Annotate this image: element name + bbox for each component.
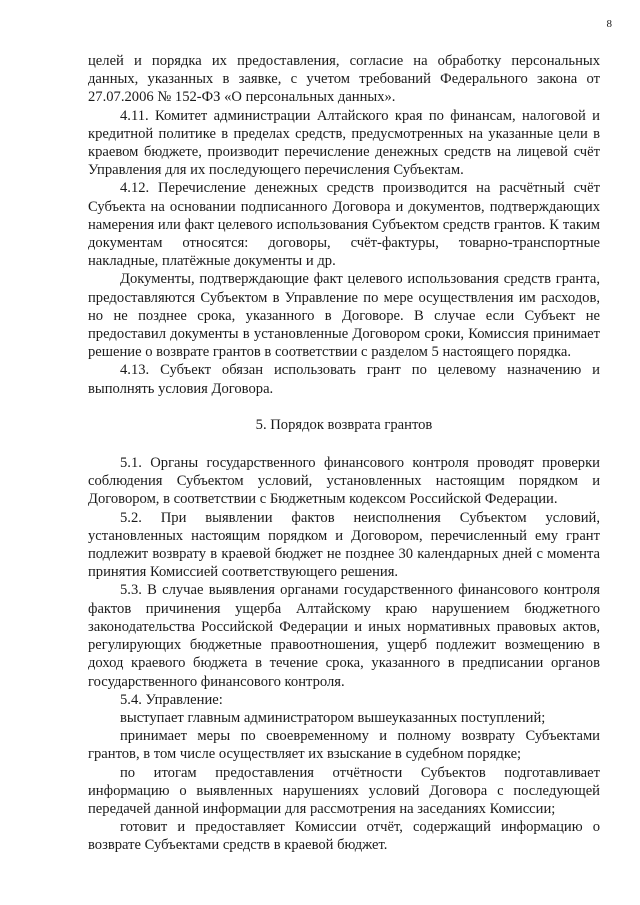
paragraph-5-2: 5.2. При выявлении фактов неисполнения Субъектом условий, установленных настоящим порядком и Договором, перечисленный ему грант подлежит возврату в краевой бюджет не позднее 30 календарных дней с момента принятия Комиссией соответствующего решения. (88, 509, 600, 581)
paragraph-5-4: 5.4. Управление: (120, 691, 223, 708)
list-item: по итогам предоставления отчётности Субъектов подготавливает информацию о выявленных нарушениях условий Договора с последующей передачей данной информации для рассмотрения на заседаниях Комиссии; (88, 764, 600, 817)
paragraph-5-3: 5.3. В случае выявления органами государственного финансового контроля фактов причинения ущерба Алтайскому краю нарушением бюджетного законодательства Российской Федерации и иных нормативных правовых актов, регулирующих бюджетные правоотношения, ущерб подлежит возмещению в доход краевого бюджета в течение срока, указанного в предписании органов государственного финансового контроля. (88, 582, 600, 690)
paragraph-4-13: 4.13. Субъект обязан использовать грант по целевому назначению и выполнять условия Договора. (88, 362, 600, 397)
page-number: 8 (606, 18, 612, 30)
document-body (88, 52, 600, 855)
paragraph-4-11: 4.11. Комитет администрации Алтайского края по финансам, налоговой и кредитной политике в пределах средств, предусмотренных на указанные цели в краевом бюджете, производит перечисление денежных средств на лицевой счёт Управления для их последующего перечисления Субъектам. (88, 107, 600, 179)
paragraph-4-12: 4.12. Перечисление денежных средств производится на расчётный счёт Субъекта на основании подписанного Договора и документов, подтверждающих намерения или факт целевого использования Субъектом средств грантов. К таким документам относятся: договоры, счёт-фактуры, товарно-транспортные накладные, платёжные документы и др. (88, 180, 600, 270)
paragraph-5-1: 5.1. Органы государственного финансового контроля проводят проверки соблюдения Субъектом условий, установленных настоящим порядком и Договором, в соответствии с Бюджетным кодексом Российской Федерации. (88, 455, 600, 508)
paragraph-documents: Документы, подтверждающие факт целевого использования средств гранта, предоставляются Субъектом в Управление по мере осуществления им расходов, но не позднее срока, указанного в Договоре. В случае если Субъект не предоставил документы в установленные Договором сроки, Комиссия принимает решение о возврате грантов в соответствии с разделом 5 настоящего порядка. (88, 271, 600, 361)
list-item: выступает главным администратором вышеуказанных поступлений; (120, 709, 546, 726)
list-item: принимает меры по своевременному и полному возврату Субъектами грантов, в том числе осуществляет их взыскание в судебном порядке; (88, 728, 600, 763)
list-item: готовит и предоставляет Комиссии отчёт, содержащий информацию о возврате Субъектами средств в краевой бюджет. (88, 819, 600, 854)
paragraph-continuation: целей и порядка их предоставления, согласие на обработку персональных данных, указанных в заявке, с учетом требований Федерального закона от 27.07.2006 № 152-ФЗ «О персональных данных». (88, 53, 600, 106)
section-title: 5. Порядок возврата грантов (255, 416, 433, 433)
